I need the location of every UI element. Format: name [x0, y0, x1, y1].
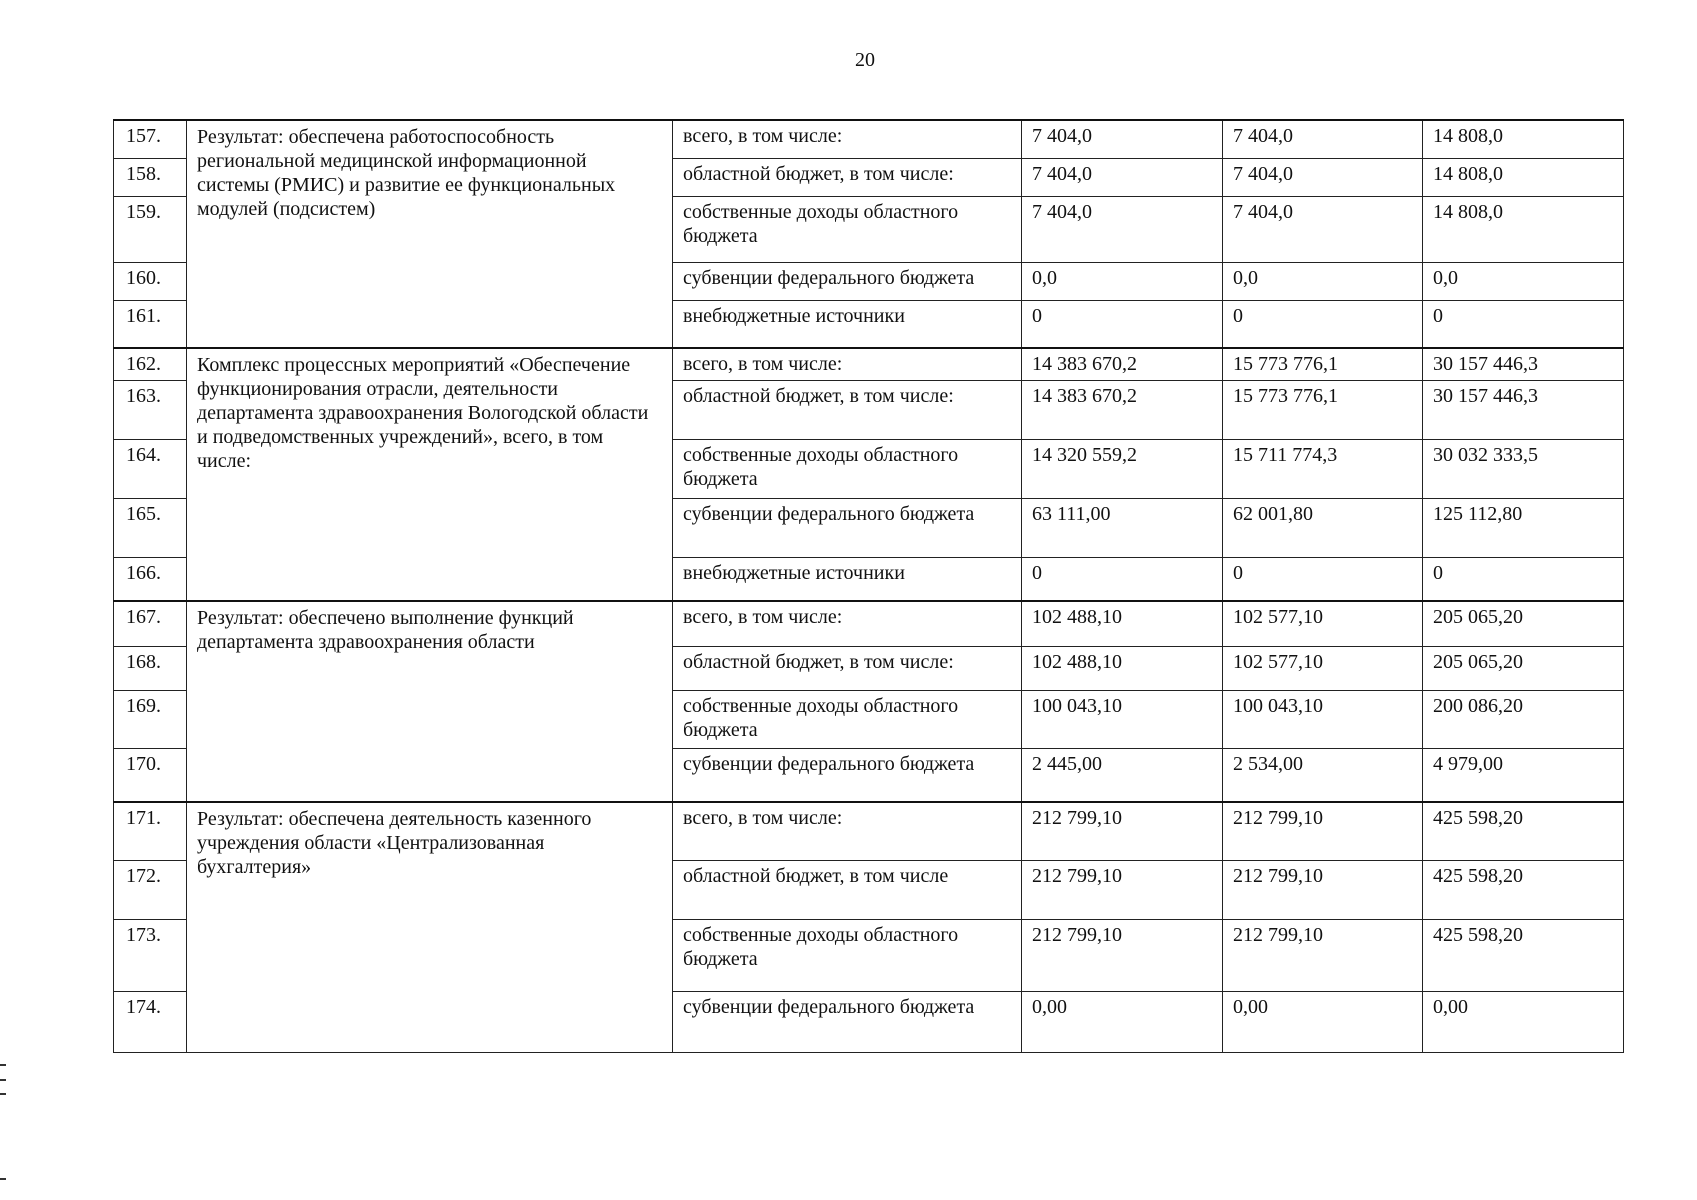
value-year-2: 212 799,10: [1223, 802, 1423, 860]
margin-mark: [0, 1093, 6, 1095]
funding-source: всего, в том числе:: [673, 348, 1022, 380]
value-total: 30 157 446,3: [1423, 380, 1624, 439]
margin-mark: [0, 1178, 6, 1180]
value-year-2: 0,0: [1223, 262, 1423, 300]
funding-source: всего, в том числе:: [673, 120, 1022, 158]
value-year-1: 0: [1022, 557, 1223, 601]
row-number: 169.: [114, 690, 187, 748]
value-year-1: 14 383 670,2: [1022, 348, 1223, 380]
value-year-1: 2 445,00: [1022, 748, 1223, 802]
value-year-2: 15 773 776,1: [1223, 380, 1423, 439]
value-total: 125 112,80: [1423, 498, 1624, 557]
row-number: 173.: [114, 919, 187, 991]
row-number: 158.: [114, 158, 187, 196]
value-year-2: 100 043,10: [1223, 690, 1423, 748]
value-total: 0: [1423, 300, 1624, 348]
funding-source: областной бюджет, в том числе: [673, 860, 1022, 919]
row-number: 165.: [114, 498, 187, 557]
funding-source: субвенции федерального бюджета: [673, 498, 1022, 557]
funding-source: субвенции федерального бюджета: [673, 991, 1022, 1052]
value-year-2: 0: [1223, 557, 1423, 601]
table-row: [114, 802, 1624, 860]
funding-source: всего, в том числе:: [673, 601, 1022, 646]
value-year-1: 212 799,10: [1022, 860, 1223, 919]
value-year-2: 15 773 776,1: [1223, 348, 1423, 380]
value-year-1: 7 404,0: [1022, 196, 1223, 262]
funding-source: областной бюджет, в том числе:: [673, 380, 1022, 439]
table-row: [114, 601, 1624, 646]
funding-source: областной бюджет, в том числе:: [673, 158, 1022, 196]
value-year-1: 212 799,10: [1022, 802, 1223, 860]
value-year-2: 7 404,0: [1223, 120, 1423, 158]
funding-source: субвенции федерального бюджета: [673, 262, 1022, 300]
value-total: 14 808,0: [1423, 120, 1624, 158]
table-row: [114, 348, 1624, 380]
funding-source: собственные доходы областного бюджета: [673, 439, 1022, 498]
value-year-2: 15 711 774,3: [1223, 439, 1423, 498]
value-total: 200 086,20: [1423, 690, 1624, 748]
value-total: 205 065,20: [1423, 646, 1624, 690]
funding-source: областной бюджет, в том числе:: [673, 646, 1022, 690]
value-year-1: 0: [1022, 300, 1223, 348]
value-total: 4 979,00: [1423, 748, 1624, 802]
row-number: 161.: [114, 300, 187, 348]
page-number: 20: [855, 49, 875, 71]
value-year-1: 7 404,0: [1022, 158, 1223, 196]
funding-source: всего, в том числе:: [673, 802, 1022, 860]
row-number: 167.: [114, 601, 187, 646]
value-year-2: 102 577,10: [1223, 601, 1423, 646]
value-total: 425 598,20: [1423, 919, 1624, 991]
budget-table-body: [114, 120, 1624, 1052]
budget-table: [113, 119, 1624, 1053]
value-year-1: 102 488,10: [1022, 601, 1223, 646]
group-description: Комплекс процессных мероприятий «Обеспечение функционирования отрасли, деятельности департамента здравоохранения Вологодской области и подведомственных учреждений», всего, в том числе:: [187, 348, 673, 601]
value-year-1: 14 383 670,2: [1022, 380, 1223, 439]
value-total: 425 598,20: [1423, 802, 1624, 860]
margin-mark: [0, 1079, 6, 1081]
value-total: 0,00: [1423, 991, 1624, 1052]
row-number: 166.: [114, 557, 187, 601]
value-year-1: 14 320 559,2: [1022, 439, 1223, 498]
value-year-1: 7 404,0: [1022, 120, 1223, 158]
funding-source: собственные доходы областного бюджета: [673, 196, 1022, 262]
value-year-2: 212 799,10: [1223, 919, 1423, 991]
value-year-1: 0,00: [1022, 991, 1223, 1052]
value-year-1: 102 488,10: [1022, 646, 1223, 690]
group-description: Результат: обеспечена работоспособность региональной медицинской информационной системы (РМИС) и развитие ее функциональных модулей (подсистем): [187, 120, 673, 348]
row-number: 157.: [114, 120, 187, 158]
value-year-2: 7 404,0: [1223, 158, 1423, 196]
row-number: 174.: [114, 991, 187, 1052]
funding-source: собственные доходы областного бюджета: [673, 919, 1022, 991]
value-year-2: 102 577,10: [1223, 646, 1423, 690]
value-year-2: 212 799,10: [1223, 860, 1423, 919]
value-year-2: 0: [1223, 300, 1423, 348]
row-number: 171.: [114, 802, 187, 860]
margin-mark: [0, 1064, 6, 1066]
row-number: 163.: [114, 380, 187, 439]
funding-source: субвенции федерального бюджета: [673, 748, 1022, 802]
value-year-2: 62 001,80: [1223, 498, 1423, 557]
value-year-1: 63 111,00: [1022, 498, 1223, 557]
value-year-1: 212 799,10: [1022, 919, 1223, 991]
funding-source: собственные доходы областного бюджета: [673, 690, 1022, 748]
value-total: 425 598,20: [1423, 860, 1624, 919]
table-row: [114, 120, 1624, 158]
row-number: 172.: [114, 860, 187, 919]
row-number: 160.: [114, 262, 187, 300]
group-description: Результат: обеспечено выполнение функций департамента здравоохранения области: [187, 601, 673, 802]
value-year-2: 2 534,00: [1223, 748, 1423, 802]
funding-source: внебюджетные источники: [673, 300, 1022, 348]
value-year-2: 7 404,0: [1223, 196, 1423, 262]
value-total: 0: [1423, 557, 1624, 601]
value-year-1: 100 043,10: [1022, 690, 1223, 748]
row-number: 170.: [114, 748, 187, 802]
value-total: 0,0: [1423, 262, 1624, 300]
value-year-2: 0,00: [1223, 991, 1423, 1052]
value-year-1: 0,0: [1022, 262, 1223, 300]
row-number: 164.: [114, 439, 187, 498]
funding-source: внебюджетные источники: [673, 557, 1022, 601]
value-total: 14 808,0: [1423, 196, 1624, 262]
row-number: 168.: [114, 646, 187, 690]
row-number: 162.: [114, 348, 187, 380]
row-number: 159.: [114, 196, 187, 262]
group-description: Результат: обеспечена деятельность казенного учреждения области «Централизованная бухгалтерия»: [187, 802, 673, 1052]
value-total: 30 032 333,5: [1423, 439, 1624, 498]
value-total: 205 065,20: [1423, 601, 1624, 646]
value-total: 30 157 446,3: [1423, 348, 1624, 380]
value-total: 14 808,0: [1423, 158, 1624, 196]
